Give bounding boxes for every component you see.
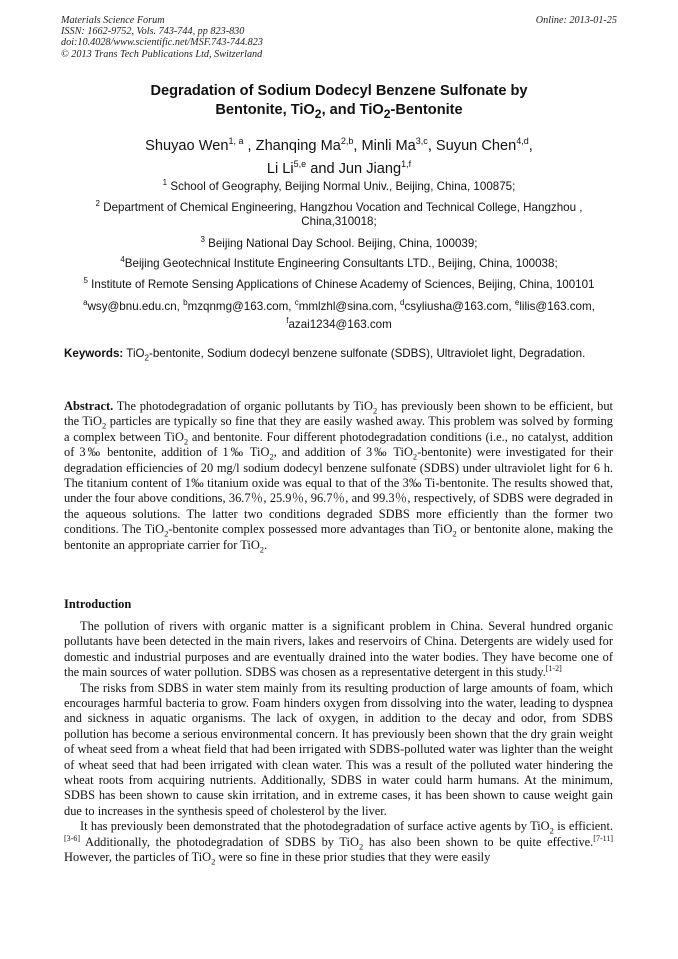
keywords-subscript: 2: [144, 353, 149, 363]
intro-paragraph-3: [64, 819, 613, 865]
email-address[interactable]: wsy@bnu.edu.cn,: [87, 299, 184, 313]
section-heading-introduction: Introduction: [64, 597, 132, 611]
paragraph-subscript: 2: [358, 841, 364, 852]
abstract-subscript: 2: [164, 528, 169, 539]
abstract-subscript: 2: [183, 436, 189, 447]
paragraph-subscript: 2: [211, 856, 216, 867]
intro-paragraph-2: The risks from SDBS in water stem mainly from its resulting production of large amounts of foam, which encourages harmful bacteria to grow. Foam hinders oxygen from dissolving into the water, leading to dyspnea and sickness in aquatic organisms. The lack of oxygen, in addition to the decay and odor, from SDBS pollution has become a serious environmental concern. It has previously been shown that the dry grain weight of wheat seed from a wheat field that had been irrigated with SDBS-polluted water was lighter than the weight of wheat seed that had been irrigated with clean water. This was a result of the polluted water hindering the wheat roots from acquiring nutrients. Additionally, SDBS in water could harm humans. At the minimum, SDBS has been shown to cause skin irritation, and in extreme cases, it has been shown to cause weight gain due to increases in the synthesis speed of cholesterol by the liver.: [64, 680, 613, 818]
citation-ref[interactable]: [7-11]: [593, 833, 613, 843]
keywords-block: [64, 347, 613, 366]
abstract-text: , and addition of 3‰ TiO: [273, 445, 413, 460]
title-text: -Bentonite: [390, 102, 463, 118]
paragraph-text: is efficient.: [553, 819, 614, 834]
keywords-text: TiO: [123, 347, 145, 360]
author-name: Minli Ma: [361, 137, 416, 154]
author-sep: ,: [427, 137, 436, 154]
author-sup: 1, a: [228, 136, 244, 146]
affiliation-number: 4: [120, 255, 125, 264]
paragraph-text: However, the particles of TiO: [64, 850, 212, 865]
keywords-label: Keywords:: [64, 347, 124, 360]
abstract-text: particles are typically so fine that they are easily washed away. This problem was solved by forming a complex between TiO: [64, 414, 613, 444]
keywords-text: -bentonite, Sodium dodecyl benzene sulfonate (SDBS), Ultraviolet light, Degradation.: [149, 347, 586, 360]
title-subscript: 2: [314, 106, 322, 121]
title-line-2: [61, 101, 617, 124]
email-sup: f: [286, 316, 289, 326]
paper-title: [61, 82, 617, 124]
intro-paragraph-1: [64, 619, 613, 681]
email-sup: e: [514, 298, 520, 307]
abstract-subscript: 2: [101, 420, 107, 431]
paragraph-text: Additionally, the photodegradation of SDBS by TiO: [80, 834, 359, 849]
author-name: Zhanqing Ma: [255, 137, 341, 154]
citation-ref[interactable]: [1-2]: [545, 664, 562, 674]
email-sup: a: [83, 298, 88, 307]
paragraph-text: The pollution of rivers with organic matter is a significant problem in China. Several hundred organic pollutants have been detected in the main rivers, lakes and reservoirs of China. Detergents are widely used for domestic and industrial purposes and are eventually drained into the water bodies. They have become one of the main sources of water pollution. SDBS was chosen as a representative detergent in this study.: [64, 619, 613, 680]
affiliation-text: Department of Chemical Engineering, Hangzhou Vocation and Technical College, Hangzhou , China,310018;: [99, 200, 583, 229]
copyright-line: © 2013 Trans Tech Publications Ltd, Switzerland: [61, 48, 263, 60]
author-line-2: [61, 155, 617, 178]
abstract-block: [64, 399, 613, 553]
email-sup: b: [183, 298, 188, 307]
paragraph-subscript: 2: [549, 825, 554, 836]
email-address[interactable]: azai1234@163.com: [288, 318, 392, 332]
author-sup: 4,d: [516, 136, 529, 146]
abstract-label: Abstract.: [64, 399, 114, 413]
abstract-subscript: 2: [372, 405, 378, 416]
abstract-subscript: 2: [259, 544, 265, 555]
title-text: Bentonite, TiO: [215, 102, 315, 118]
author-name: Jun Jiang: [338, 160, 402, 177]
affiliation-2: [61, 197, 617, 230]
affiliation-number: 2: [95, 199, 100, 208]
affiliation-text: School of Geography, Beijing Normal Univ., Beijing, China, 100875;: [167, 179, 516, 193]
abstract-text: or bentonite alone, making the bentonite an appropriate carrier for TiO: [64, 522, 613, 552]
email-address[interactable]: csyliusha@163.com,: [404, 299, 515, 313]
author-list: [61, 132, 617, 178]
affiliation-5: [61, 274, 617, 292]
journal-header: [61, 15, 617, 60]
email-sup: d: [400, 298, 405, 307]
paragraph-text: were so fine in these prior studies that they were easily: [215, 850, 491, 865]
affiliation-1: [61, 176, 617, 194]
author-sup: 3,c: [415, 136, 428, 146]
author-sup: 1,f: [401, 158, 412, 169]
author-name: Shuyao Wen: [145, 137, 229, 154]
author-sep: ,: [528, 137, 533, 154]
abstract-text: -bentonite) were investigated for their degradation efficiencies of 20 mg/l sodium dodecyl benzene sulfonate (SDBS) under ultraviolet light for 6 h. The titanium content of 1‰ titanium oxide was equal to that of the 3‰ Ti-bentonite. The results showed that, under the four above conditions, 36.7％, 25.9％, 96.7％, and 99.3％, respectively, of SDBS were degraded in the aqueous solutions. The latter two conditions degraded SDBS more efficiently than the former two conditions. The TiO: [64, 445, 613, 537]
online-date: Online: 2013-01-25: [535, 15, 617, 26]
abstract-text: -bentonite complex possessed more advantages than TiO: [168, 522, 453, 537]
abstract-text: has previously been shown to be efficient, but the TiO: [64, 399, 613, 429]
citation-ref[interactable]: [3-6]: [64, 833, 80, 843]
affiliation-number: 1: [162, 178, 168, 187]
abstract-text: The photodegradation of organic pollutants by TiO: [113, 399, 373, 413]
paragraph-text: has also been shown to be quite effective.: [363, 834, 594, 849]
abstract-subscript: 2: [269, 451, 274, 462]
affiliation-text: Institute of Remote Sensing Applications of Chinese Academy of Sciences, Beijing, China, 100101: [87, 277, 595, 291]
email-sup: c: [294, 298, 299, 307]
author-sup: 5,e: [293, 158, 307, 169]
affiliation-3: [61, 233, 617, 251]
affiliation-text: Beijing National Day School. Beijing, China, 100039;: [204, 236, 478, 250]
title-line-1: Degradation of Sodium Dodecyl Benzene Sulfonate by: [150, 83, 528, 99]
author-line-1: [61, 132, 617, 155]
affiliation-4: [61, 253, 617, 271]
abstract-subscript: 2: [412, 451, 418, 462]
author-sep: and: [306, 160, 339, 177]
author-sep: ,: [353, 137, 362, 154]
affiliation-text: Beijing Geotechnical Institute Engineering Consultants LTD., Beijing, China, 100038;: [124, 256, 558, 270]
title-text: , and TiO: [321, 102, 384, 118]
email-address[interactable]: mzqnmg@163.com,: [187, 299, 295, 313]
affiliation-number: 3: [200, 235, 205, 244]
author-name: Li Li: [266, 160, 294, 177]
author-sup: 2,b: [340, 136, 354, 146]
email-list: [61, 296, 617, 333]
author-sep: ,: [243, 137, 256, 154]
author-name: Suyun Chen: [435, 137, 517, 154]
affiliation-number: 5: [83, 276, 88, 285]
abstract-text: .: [264, 537, 268, 552]
introduction-body: [64, 619, 613, 866]
email-address[interactable]: mmlzhl@sina.com,: [298, 299, 401, 313]
issn-line: ISSN: 1662-9752, Vols. 743-744, pp 823-830: [61, 26, 245, 38]
paragraph-text: It has previously been demonstrated that the photodegradation of surface active agents by TiO: [80, 819, 550, 834]
journal-name: Materials Science Forum: [61, 15, 165, 26]
email-address[interactable]: lilis@163.com,: [519, 299, 595, 313]
abstract-text: and bentonite. Four different photodegradation conditions (i.e., no catalyst, addition of 3‰ bentonite, addition of 1‰ TiO: [64, 429, 613, 460]
abstract-subscript: 2: [452, 528, 457, 539]
doi-line: doi:10.4028/www.scientific.net/MSF.743-744.823: [61, 37, 263, 49]
title-subscript: 2: [383, 106, 391, 121]
